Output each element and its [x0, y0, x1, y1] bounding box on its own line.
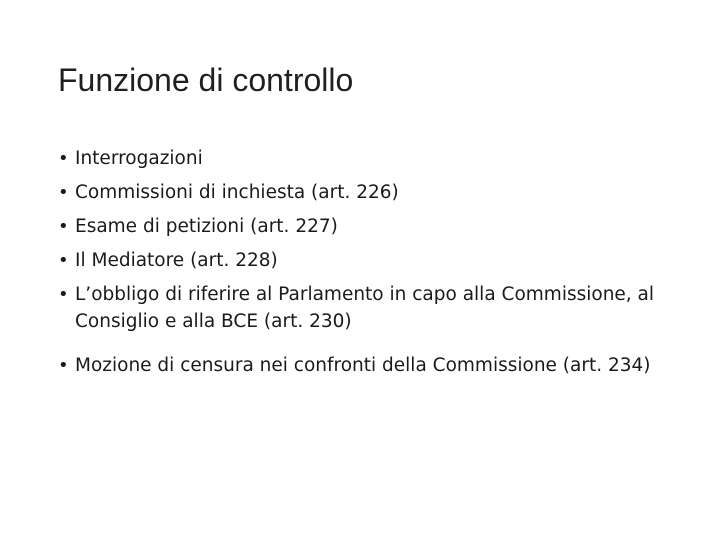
bullet-icon: •: [58, 250, 69, 271]
bullet-item: [58, 247, 678, 274]
bullet-item: [58, 145, 678, 172]
bullet-item: [58, 281, 678, 335]
bullet-text: Esame di petizioni (art. 227): [75, 216, 338, 237]
slide-title: Funzione di controllo: [58, 62, 354, 98]
bullet-text: Commissioni di inchiesta (art. 226): [75, 182, 399, 203]
bullet-list: [58, 145, 678, 386]
bullet-icon: •: [58, 355, 69, 376]
bullet-item: [58, 179, 678, 206]
bullet-icon: •: [58, 182, 69, 203]
bullet-item: [58, 213, 678, 240]
bullet-text: L’obbligo di riferire al Parlamento in capo alla Commissione, al Consiglio e alla BCE (art. 230): [75, 284, 655, 332]
bullet-text: Mozione di censura nei confronti della Commissione (art. 234): [75, 355, 651, 376]
bullet-text: Interrogazioni: [75, 148, 203, 169]
bullet-text: Il Mediatore (art. 228): [75, 250, 278, 271]
bullet-icon: •: [58, 216, 69, 237]
bullet-item: [58, 352, 678, 379]
bullet-icon: •: [58, 148, 69, 169]
bullet-icon: •: [58, 284, 69, 305]
